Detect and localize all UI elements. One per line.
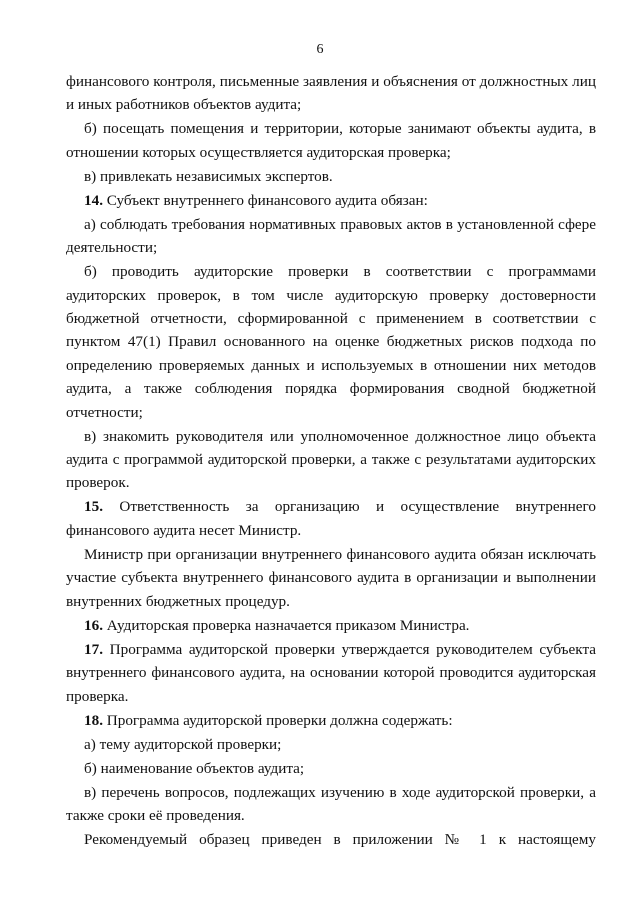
paragraph-text: Ответственность за организацию и осуществление внутреннего финансового аудита несет Министр. (66, 498, 596, 539)
paragraph-text: Рекомендуемый образец приведен в приложении № 1 к настоящему (84, 830, 596, 848)
paragraph-text: а) тему аудиторской проверки; (84, 735, 282, 753)
paragraph (66, 117, 596, 164)
paragraph-text: б) посещать помещения и территории, которые занимают объекты аудита, в отношении которых осуществляется аудиторская проверка; (66, 120, 596, 161)
paragraph-text: а) соблюдать требования нормативных правовых актов в установленной сфере деятельности; (66, 215, 596, 257)
paragraph-number: 16. (84, 616, 103, 634)
paragraph-text: б) проводить аудиторские проверки в соответствии с программами аудиторских проверок, в том числе аудиторскую проверку достоверности бюджетной отчетности, сформированной с применением в соответствии с пунктом 47(1) Правил основанного на оценке бюджетных рисков подхода по определению проверяемых данных и используемых в отношении них методов аудита, а также соблюдения порядка формирования сводной бюджетной отчетности; (66, 263, 596, 421)
paragraph-text: Министр при организации внутреннего финансового аудита обязан исключать участие субъекта внутреннего финансового аудита в организации и выполнении внутренних бюджетных процедур. (66, 545, 596, 610)
paragraph-text: Аудиторская проверка назначается приказом Министра. (106, 616, 470, 634)
paragraph-text: Программа аудиторской проверки утверждается руководителем субъекта внутреннего финансового аудита, на основании которой проводится аудиторская проверка. (66, 640, 597, 705)
paragraph (66, 70, 596, 117)
paragraph (66, 638, 596, 708)
paragraph (66, 189, 596, 212)
paragraph (66, 213, 596, 260)
paragraph (66, 733, 596, 756)
paragraph-text: Программа аудиторской проверки должна содержать: (106, 711, 453, 729)
paragraph-number: 17. (84, 640, 103, 658)
paragraph (66, 828, 596, 851)
paragraph-text: финансового контроля, письменные заявления и объяснения от должностных лиц и иных работников объектов аудита; (66, 73, 596, 114)
document-body (66, 70, 596, 852)
paragraph-text: в) знакомить руководителя или уполномоченное должностное лицо объекта аудита с программой аудиторской проверки, а также с результатами аудиторских проверок. (66, 427, 596, 492)
paragraph (66, 709, 596, 732)
paragraph-text: Субъект внутреннего финансового аудита обязан: (106, 191, 428, 209)
paragraph-text: в) привлекать независимых экспертов. (84, 167, 333, 185)
paragraph (66, 757, 596, 780)
paragraph (66, 260, 596, 424)
paragraph-number: 14. (84, 191, 103, 209)
page-number: 6 (316, 42, 324, 57)
paragraph (66, 543, 596, 613)
paragraph-number: 15. (84, 498, 103, 516)
paragraph (66, 425, 596, 495)
paragraph (66, 165, 596, 188)
paragraph (66, 495, 596, 542)
paragraph-text: в) перечень вопросов, подлежащих изучению в ходе аудиторской проверки, а также сроки её проведения. (66, 783, 596, 824)
paragraph (66, 614, 596, 637)
paragraph (66, 781, 596, 828)
paragraph-number: 18. (84, 711, 103, 729)
paragraph-text: б) наименование объектов аудита; (84, 759, 305, 777)
